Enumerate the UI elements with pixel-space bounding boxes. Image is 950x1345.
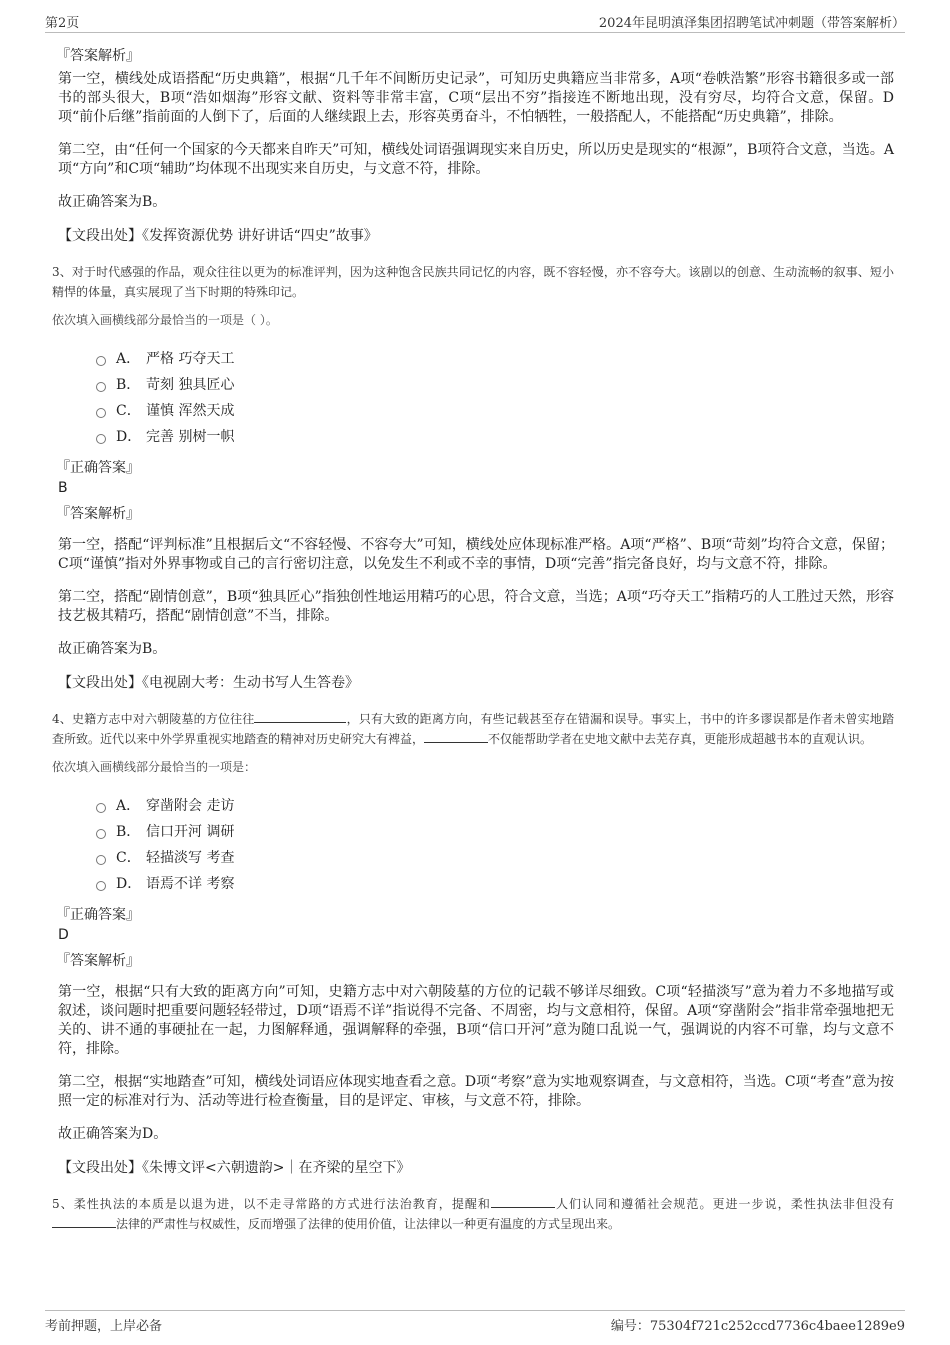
source-title: 《朱博文评<六朝遗韵>｜在齐梁的星空下》 xyxy=(142,1160,411,1176)
radio-icon[interactable] xyxy=(96,881,106,891)
q4-prompt: 依次填入画横线部分最恰当的一项是： xyxy=(52,760,257,774)
document-body xyxy=(52,40,894,1242)
blank-line xyxy=(491,1195,555,1208)
q2-conclusion: 故正确答案为B。 xyxy=(58,194,167,210)
document-title: 2024年昆明滇泽集团招聘笔试冲刺题（带答案解析） xyxy=(598,16,905,31)
page-header xyxy=(45,12,905,33)
q4-option-b[interactable]: B． 信口开河 调研 xyxy=(96,819,894,845)
q3-option-d[interactable]: D． 完善 别树一帜 xyxy=(96,424,894,450)
q3-stem: 3、对于时代感强的作品，观众往往以更为的标准评判，因为这种饱含民族共同记忆的内容，既不容轻慢，亦不容夸大。该剧以的创意、生动流畅的叙事、短小精悍的体量，真实展现了当下时期的特殊印记。 xyxy=(52,265,894,299)
q4-analysis-p1: 第一空，根据“只有大致的距离方向”可知，史籍方志中对六朝陵墓的方位的记载不够详尽细致。C项“轻描淡写”意为着力不多地描写或叙述，谈问题时把重要问题轻轻带过，D项“语焉不详”指说得不完备、不周密，均与文意相符，保留。A项“穿凿附会”指非常牵强地把无关的、讲不通的事硬扯在一起，力图解释通，强调解释的牵强，B项“信口开河”意为随口乱说一气，强调说的内容不可靠，均与文意不符，排除。 xyxy=(58,984,894,1057)
q4-option-c[interactable]: C． 轻描淡写 考查 xyxy=(96,845,894,871)
source-label: 【文段出处】 xyxy=(58,1160,142,1176)
page-footer xyxy=(45,1310,905,1336)
radio-icon[interactable] xyxy=(96,803,106,813)
q3-analysis-p2: 第二空，搭配“剧情创意”，B项“独具匠心”指独创性地运用精巧的心思，符合文意，当选；A项“巧夺天工”指精巧的人工胜过天然，形容技艺极其精巧，搭配“剧情创意”不当，排除。 xyxy=(58,589,894,624)
document-code: 编号：75304f721c252ccd7736c4baee1289e9 xyxy=(610,1319,905,1334)
q3-source xyxy=(58,673,894,693)
page-number: 第2页 xyxy=(45,16,80,31)
source-label: 【文段出处】 xyxy=(58,228,142,244)
q5-stem: 5、柔性执法的本质是以退为进，以不走寻常路的方式进行法治教育，提醒和 人们认同和遵循社会规范。更进一步说，柔性执法非但没有法律的严肃性与权威性，反而增强了法律的使用价值，让法律以一种更有温度的方式呈现出来。 xyxy=(52,1197,894,1231)
radio-icon[interactable] xyxy=(96,855,106,865)
q3-option-a[interactable]: A． 严格 巧夺天工 xyxy=(96,346,894,372)
q4-analysis-p2: 第二空，根据“实地踏查”可知，横线处词语应体现实地查看之意。D项“考察”意为实地观察调查，与文意相符，当选。C项“考查”意为按照一定的标准对行为、活动等进行检查衡量，目的是评定、审核，与文意不符，排除。 xyxy=(58,1074,894,1109)
radio-icon[interactable] xyxy=(96,356,106,366)
blank-line xyxy=(424,730,488,743)
q4-stem: 4、史籍方志中对六朝陵墓的方位往往 ，只有大致的距离方向，有些记载甚至存在错漏和误导。事实上，书中的许多谬误都是作者未曾实地踏查所致。近代以来中外学界重视实地踏查的精神对历史研究大有裨益， 不仅能帮助学者在史地文献中去芜存真，更能形成超越书本的直观认识。 xyxy=(52,712,894,746)
q3-conclusion: 故正确答案为B。 xyxy=(58,641,167,657)
source-title: 《发挥资源优势 讲好讲话“四史”故事》 xyxy=(142,228,378,244)
analysis-label: 『答案解析』 xyxy=(56,48,140,64)
radio-icon[interactable] xyxy=(96,434,106,444)
source-title: 《电视剧大考：生动书写人生答卷》 xyxy=(142,675,359,691)
q4-source xyxy=(58,1158,894,1178)
blank-line xyxy=(52,1215,116,1228)
q3-option-b[interactable]: B． 苛刻 独具匠心 xyxy=(96,372,894,398)
radio-icon[interactable] xyxy=(96,408,106,418)
q2-analysis-p1: 第一空，横线处成语搭配“历史典籍”，根据“几千年不间断历史记录”，可知历史典籍应当非常多，A项“卷帙浩繁”形容书籍很多或一部书的部头很大，B项“浩如烟海”形容文献、资料等非常丰富，C项“层出不穷”指接连不断地出现，没有穷尽，均符合文意，保留。D项“前仆后继”指前面的人倒下了，后面的人继续跟上去，形容英勇奋斗，不怕牺牲，一般搭配人，不能搭配“历史典籍”，排除。 xyxy=(58,71,894,125)
q3-prompt: 依次填入画横线部分最恰当的一项是（ ）。 xyxy=(52,313,278,327)
analysis-label: 『答案解析』 xyxy=(56,506,140,522)
radio-icon[interactable] xyxy=(96,829,106,839)
correct-label: 『正确答案』 xyxy=(56,907,140,923)
q4-answer: D xyxy=(58,927,69,943)
q4-options xyxy=(96,793,894,897)
radio-icon[interactable] xyxy=(96,382,106,392)
q2-source xyxy=(58,226,894,246)
footer-motto: 考前押题，上岸必备 xyxy=(45,1319,163,1334)
q3-answer: B xyxy=(58,480,68,496)
analysis-label: 『答案解析』 xyxy=(56,953,140,969)
q4-option-d[interactable]: D． 语焉不详 考察 xyxy=(96,871,894,897)
q2-analysis-p2: 第二空，由“任何一个国家的今天都来自昨天”可知，横线处词语强调现实来自历史，所以历史是现实的“根源”，B项符合文意，当选。A项“方向”和C项“辅助”均体现不出现实来自历史，与文意不符，排除。 xyxy=(58,142,894,177)
source-label: 【文段出处】 xyxy=(58,675,142,691)
correct-label: 『正确答案』 xyxy=(56,460,140,476)
q4-option-a[interactable]: A． 穿凿附会 走访 xyxy=(96,793,894,819)
q3-options xyxy=(96,346,894,450)
blank-line xyxy=(254,710,346,723)
q3-option-c[interactable]: C． 谨慎 浑然天成 xyxy=(96,398,894,424)
q3-analysis-p1: 第一空，搭配“评判标准”且根据后文“不容轻慢、不容夸大”可知，横线处应体现标准严格。A项“严格”、B项“苛刻”均符合文意，保留；C项“谨慎”指对外界事物或自己的言行密切注意，以免发生不利或不幸的事情，D项“完善”指完备良好，均与文意不符，排除。 xyxy=(58,537,894,572)
q4-conclusion: 故正确答案为D。 xyxy=(58,1126,168,1142)
